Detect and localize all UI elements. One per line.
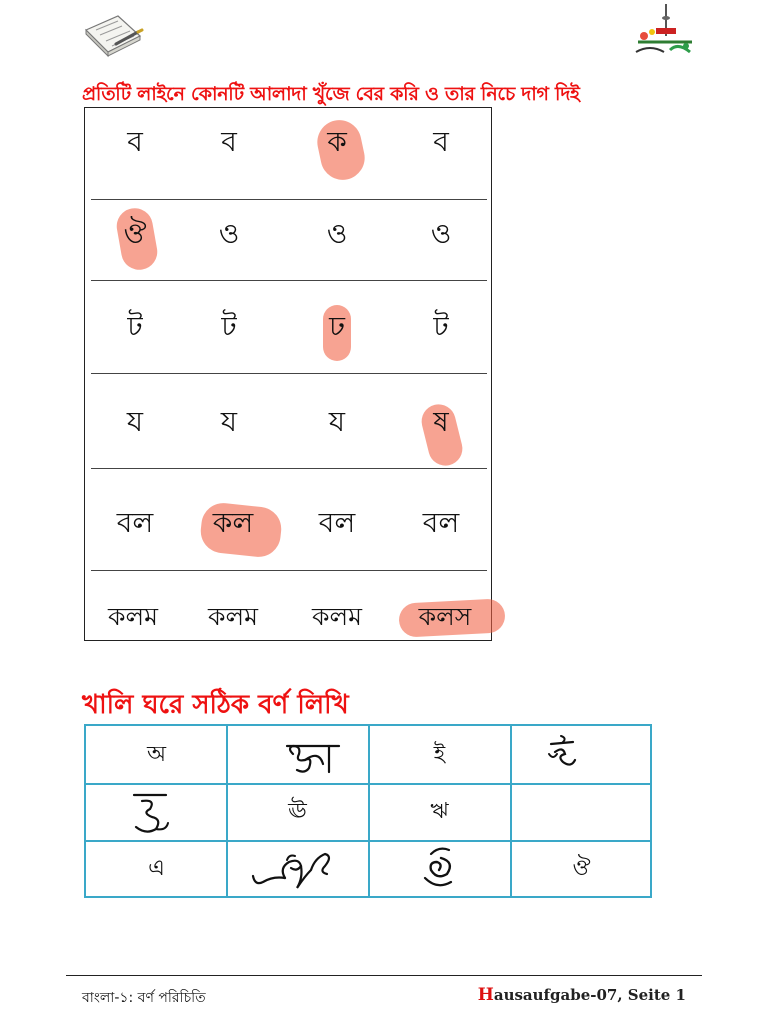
- table-cell: ব: [433, 125, 449, 158]
- table-cell: বল: [422, 506, 460, 539]
- grid-cell: এ: [148, 856, 165, 881]
- footer-page-initial: H: [477, 985, 494, 1005]
- exercise-2-title: খালি ঘরে সঠিক বর্ণ লিখি: [82, 690, 349, 720]
- grid-cell: ঋ: [430, 799, 449, 824]
- table-row: [85, 571, 491, 641]
- grid-cell-empty[interactable]: [511, 783, 652, 840]
- table-cell-highlighted: ষ: [433, 405, 449, 438]
- handwritten-letter-aa: [283, 740, 347, 776]
- table-cell: ট: [433, 310, 449, 343]
- grid-cell: ঊ: [288, 799, 307, 824]
- handwritten-letter-u: [128, 789, 172, 835]
- table-row: [86, 840, 650, 897]
- grid-cell-handwritten[interactable]: [227, 840, 368, 897]
- table-cell: য: [220, 405, 238, 438]
- table-row: [85, 281, 491, 374]
- table-cell: ও: [326, 217, 348, 250]
- table-cell: বল: [116, 506, 154, 539]
- table-cell: কলম: [311, 602, 362, 631]
- table-cell: ও: [218, 217, 240, 250]
- footer-page-text: ausaufgabe-07, Seite 1: [493, 986, 686, 1004]
- grid-cell: ই: [433, 742, 446, 767]
- fill-letters-grid: [84, 724, 652, 898]
- handwritten-letter-ii: [543, 734, 583, 774]
- table-cell: ব: [221, 125, 237, 158]
- grid-cell-handwritten[interactable]: [369, 840, 510, 897]
- table-cell: ও: [430, 217, 452, 250]
- table-row: [86, 783, 650, 840]
- grid-cell-handwritten[interactable]: [86, 783, 227, 840]
- table-row: [85, 374, 491, 469]
- table-cell-highlighted: ঢ: [329, 310, 345, 343]
- table-cell: কলম: [207, 602, 258, 631]
- handwritten-letter-oi: [249, 846, 349, 894]
- table-cell-highlighted: কলস: [418, 602, 472, 631]
- handwritten-letter-o: [415, 844, 465, 894]
- exercise-1-title: প্রতিটি লাইনে কোনটি আলাদা খুঁজে বের করি ও তার নিচে দাগ দিই: [82, 83, 580, 105]
- table-cell: য: [328, 405, 346, 438]
- table-row: [85, 186, 491, 281]
- table-cell: বল: [318, 506, 356, 539]
- table-row: [85, 469, 491, 571]
- table-row: [86, 726, 650, 783]
- table-cell: ট: [221, 310, 237, 343]
- table-cell-highlighted: কল: [212, 506, 254, 539]
- footer-course-label: বাংলা-১: বর্ণ পরিচিতি: [82, 990, 206, 1006]
- table-cell: কলম: [107, 602, 158, 631]
- table-cell-highlighted: ক: [327, 125, 347, 158]
- grid-cell: ঔ: [572, 856, 591, 881]
- table-cell-highlighted: ঔ: [123, 217, 147, 250]
- footer-page-label: [478, 985, 686, 1005]
- table-cell: ব: [127, 125, 143, 158]
- table-cell: ট: [127, 310, 143, 343]
- footer-divider: [66, 975, 702, 976]
- book-pen-icon: [78, 8, 148, 60]
- grid-cell: অ: [146, 742, 167, 767]
- table-cell: য: [126, 405, 144, 438]
- grid-cell-handwritten[interactable]: [227, 726, 368, 783]
- grid-cell-handwritten[interactable]: [511, 726, 652, 783]
- munich-bangla-school-logo: [630, 2, 700, 60]
- odd-one-out-table: [84, 107, 492, 641]
